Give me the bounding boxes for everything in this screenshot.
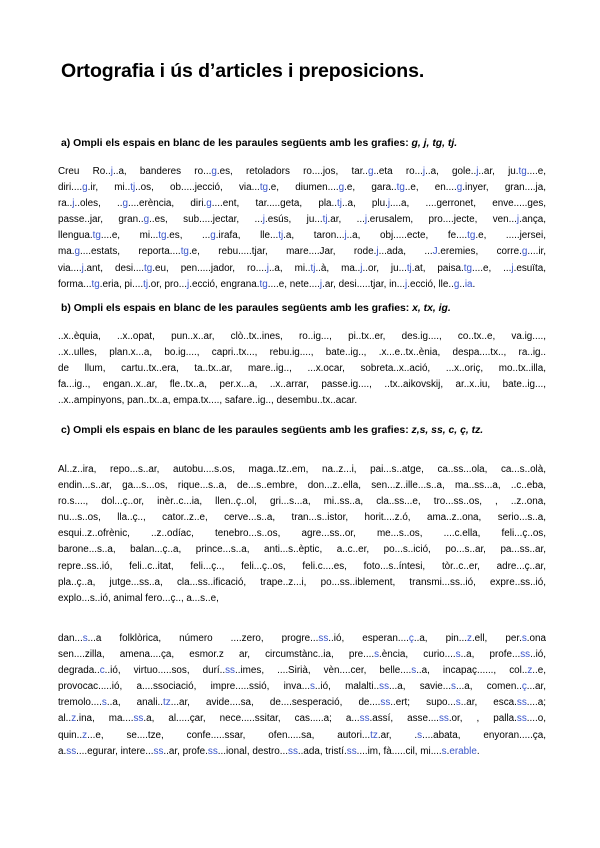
exercise-line: al..z.ina, ma....ss.a, al.....çar, nece.....ssitar, cas.....a; a...ss.assí, asse....ss.or, , palla.ss....o, <box>58 713 546 725</box>
filled-letters: g <box>211 166 217 177</box>
exercise-line: de llum, cartu..tx..era, ta..tx..ar, mare..ig.., ...x.ocar, sobreta..x..ació, ...x..oriç, mo..tx..illa, <box>58 363 546 375</box>
filled-letters: j <box>319 278 323 290</box>
section-c-exercise <box>58 462 546 607</box>
filled-letters: tg <box>518 166 527 177</box>
section-b-heading-letters: x, tx, ig. <box>412 303 451 314</box>
exercise-line: ro.s...., dol...ç..or, inèr..c...ia, llen..ç..ol, gri...s...a, mi..ss..a, cla..ss...e, tro...ss..os, , ..z..ona, <box>58 496 546 508</box>
filled-letters: erable <box>449 745 477 757</box>
filled-letters: g <box>74 246 80 258</box>
filled-letters: j <box>422 166 426 177</box>
filled-letters: tj <box>278 230 284 242</box>
filled-letters: c <box>99 665 105 677</box>
filled-letters: z <box>467 633 472 644</box>
filled-letters: j <box>405 278 408 290</box>
filled-letters: ss <box>346 745 357 757</box>
filled-letters: ss <box>288 745 298 757</box>
section-c-heading-letters: z,s, ss, c, ç, tz. <box>411 425 484 436</box>
filled-letters: s <box>451 681 456 693</box>
filled-letters: g <box>122 198 129 210</box>
filled-letters: tg <box>463 262 473 274</box>
filled-letters: j <box>476 166 479 177</box>
exercise-line: quin..z...e, se....tze, confe.....ssar, ofen.....sa, autori...tz.ar, .s....abata, enyoran.....ça, <box>58 729 546 741</box>
filled-letters: g <box>456 182 463 194</box>
filled-letters: s <box>455 697 461 709</box>
filled-letters: s <box>101 697 107 709</box>
filled-letters: tj <box>143 278 149 290</box>
filled-letters: s <box>455 649 461 661</box>
filled-letters: ss <box>520 649 531 661</box>
filled-letters: j <box>364 214 368 226</box>
filled-letters: j <box>266 262 269 274</box>
filled-letters: tg <box>396 182 405 194</box>
filled-letters: g <box>338 182 345 194</box>
section-c-heading <box>61 424 561 438</box>
filled-letters: tg <box>92 230 101 242</box>
filled-letters: s <box>417 729 423 741</box>
exercise-line: nu...s..os, lla..ç.., cator..z..e, cerve...s..a, tran...s..istor, horit....z.ó, ama..z..ona, serio...s..a, <box>58 512 546 524</box>
exercise-line: Al..z..ira, repo...s..ar, autobu....s.os, maga..tz..em, na..z...i, pai...s..atge, ca..ss...ola, ca...s..olà, <box>58 464 546 475</box>
filled-letters: g <box>143 214 150 226</box>
filled-letters: tg <box>144 262 153 274</box>
filled-letters: tg <box>259 182 269 194</box>
exercise-line: via....j.ant, desi....tg.eu, pen.....jador, ro....j..a, mi..tj..à, ma..j..or, ju...tj.at, paisa.tg....e, ...j.esuïta, <box>58 262 546 274</box>
filled-letters: ss <box>438 713 449 725</box>
filled-letters: j <box>360 262 363 274</box>
exercise-line: pla..ç..a, jutge...ss..a, cla...ss..ificació, trape..z...i, po...ss..iblement, transmi...ss..ió, expre..ss..ió, <box>58 576 546 588</box>
filled-letters: z <box>527 665 533 677</box>
filled-letters: ç <box>521 681 527 693</box>
filled-letters: j <box>187 278 190 290</box>
filled-letters: tj <box>130 182 136 194</box>
filled-letters: tj <box>337 198 342 210</box>
filled-letters: tg <box>158 230 167 242</box>
filled-letters: ss <box>516 713 527 725</box>
exercise-line: tremolo....s..a, anali..tz...ar, avide....sa, de....sesperació, de....ss..ert; supo...s..ar, esca.ss....a; <box>58 697 546 709</box>
section-a-heading <box>61 137 561 151</box>
filled-letters: ss <box>207 745 218 757</box>
exercise-line: passe..jar, gran..g..es, sub.....jectar, ...j.esús, ju...tj.ar, ...j.erusalem, pro....jecte, ven...j.ança, <box>58 214 547 226</box>
section-a-exercise <box>58 164 546 293</box>
filled-letters: j <box>344 230 347 242</box>
filled-letters: ç <box>408 633 414 644</box>
filled-letters: ia <box>464 278 473 290</box>
filled-letters: tz <box>163 697 171 709</box>
section-a-heading-text: a) Ompli els espais en blanc de les paraules següents amb les grafies: <box>61 138 412 149</box>
filled-letters: tj <box>406 262 412 274</box>
exercise-line: a.ss....egurar, intere...ss..ar, profe.ss...ional, destro...ss..ada, tristí.ss....im, fà.....cil, mi....s.erable. <box>58 745 480 757</box>
filled-letters: tg <box>259 278 268 290</box>
filled-letters: ss <box>380 697 391 709</box>
exercise-line: ra..j..oles, ..g....erència, diri.g....ent, tar.....geta, pla..tj..a, plu.j....a, ....gerronet, enve.....ges, <box>58 198 547 210</box>
filled-letters: g <box>521 246 528 258</box>
filled-letters: z <box>82 729 88 741</box>
filled-letters: j <box>387 198 391 210</box>
exercise-line: diri....g.ir, mi..tj..os, ob.....jecció, via...tg.e, diumen....g.e, gara..tg..e, en....g.inyer, gran....ja, <box>58 182 546 194</box>
exercise-line: ..x..ulles, plan.x...a, bo.ig...., capri..tx..., rebu.ig...., bate..ig.., .x...e..tx..ènia, despa....tx.., ra..ig.. <box>58 347 546 359</box>
exercise-line: forma...tg.eria, pi....tj.or, pro...j.ecció, engrana.tg....e, nete....j.ar, desi.....tjar, in...j.ecció, lle..g..ia. <box>58 278 476 290</box>
filled-letters: s <box>441 745 447 757</box>
exercise-line: esqui..z..ofrènic, ..z..odíac, tenebro...s..os, agre...ss..or, me...s..os, ....c.ella, feli...ç..os, <box>58 528 546 540</box>
exercise-line: explo...s..ió, animal fero...ç.., a...s..e, <box>58 592 219 604</box>
filled-letters: tj <box>322 214 328 226</box>
filled-letters: ss <box>133 713 144 725</box>
exercise-line: ..x..ampinyons, pan..tx..a, empa.tx...., safare..ig.., desembu..tx..acar. <box>58 395 358 407</box>
filled-letters: j <box>376 246 379 258</box>
filled-letters: tz <box>370 729 378 741</box>
filled-letters: j <box>72 198 75 210</box>
filled-letters: z <box>71 713 77 725</box>
section-c-exercise-part-2 <box>58 631 546 760</box>
filled-letters: g <box>367 166 374 177</box>
exercise-line: dan...s...a folklòrica, número ....zero, progre...ss..ió, esperan....ç..a, pin...z.ell, per.s.ona <box>58 633 546 644</box>
filled-letters: ss <box>153 745 164 757</box>
exercise-line: ma.g....estats, reporta....tg.e, rebu.....tjar, mare....Jar, rode.j...ada, ...J.eremies, corre.g....ir, <box>58 246 546 258</box>
filled-letters: tg <box>180 246 189 258</box>
exercise-line: degrada..c..ió, virtuo.....sos, durí..ss..imes, ....Sirià, vèn....cer, belle....s..a, incapaç......, col..z..e, <box>58 665 546 677</box>
filled-letters: ss <box>318 633 329 644</box>
filled-letters: s <box>82 633 88 644</box>
exercise-line: fa...ig.., engan..x..ar, fle..tx..a, per.x...a, ..x..arrar, passe.ig...., ..tx..aikovskij, ar..x..iu, bate..ig..., <box>58 379 546 391</box>
filled-letters: g <box>453 278 460 290</box>
section-b-heading-text: b) Ompli els espais en blanc de les paraules següents amb les grafies: <box>61 303 413 314</box>
filled-letters: ss <box>225 665 235 677</box>
filled-letters: g <box>210 230 216 242</box>
exercise-line: repre..ss..ió, feli..c..itat, feli...ç.., feli...ç..os, feli.c....es, foto...s..íntesi, tòr..c..er, adre...ç..ar, <box>58 560 546 572</box>
exercise-line: barone...s..a, balan...ç..a, prince...s..a, anti...s..èptic, a..c..er, po...s..ició, po...s..ar, pa...ss..ar, <box>58 544 546 556</box>
exercise-line: llengua.tg....e, mi...tg.es, ...g.irafa, lle...tj.a, taron...j..a, obj.....ecte, fe....tg.e, .....jersei, <box>58 230 546 242</box>
filled-letters: s <box>521 633 527 644</box>
filled-letters: j <box>511 262 514 274</box>
filled-letters: tg <box>467 230 476 242</box>
page-title: Ortografia i ús d’articles i preposicions. <box>61 60 425 82</box>
filled-letters: s <box>411 665 417 677</box>
exercise-line: endin...s..ar, ga...s...os, rique...s..a, de...s..embre, don...z..ella, sen...z..ille...s..a, ma..ss...a, ..c..eba, <box>58 480 546 492</box>
exercise-line: ..x..èquia, ..x..opat, pun..x..ar, clò..tx..ines, ro..ig..., pi..tx..er, des.ig...., co..tx..e, va.ig...., <box>58 331 546 342</box>
filled-letters: g <box>206 198 212 210</box>
section-b-heading <box>61 302 561 316</box>
filled-letters: tj <box>310 262 316 274</box>
filled-letters: tg <box>91 278 100 290</box>
filled-letters: ss <box>66 745 77 757</box>
filled-letters: J <box>432 246 438 258</box>
exercise-line: provocac.....ió, a....ssociació, impre.....ssió, inva...s..ió, malalti..ss...a, savie...s...a, comen..ç...ar, <box>58 681 546 693</box>
filled-letters: j <box>110 166 113 177</box>
filled-letters: g <box>82 182 88 194</box>
filled-letters: j <box>262 214 265 226</box>
filled-letters: ss <box>379 681 389 693</box>
section-a-heading-letters: g, j, tg, tj. <box>411 138 458 149</box>
filled-letters: ss <box>359 713 370 725</box>
filled-letters: j <box>81 262 84 274</box>
exercise-line: Creu Ro..j..a, banderes ro...g.es, retoladors ro....jos, tar..g..eta ro...j..a, gole..j..ar, ju.tg....e, <box>58 166 546 177</box>
exercise-line: sen....zilla, amena....ça, esmor.z ar, circumstànc..ia, pre....s.ència, curio....s..a, profe...ss..ió, <box>58 649 546 661</box>
filled-letters: ss <box>516 697 527 709</box>
filled-letters: s <box>309 681 315 693</box>
filled-letters: j <box>516 214 520 226</box>
section-c-heading-text: c) Ompli els espais en blanc de les paraules següents amb les grafies: <box>61 425 412 436</box>
filled-letters: s <box>374 649 380 661</box>
section-b-exercise <box>58 329 546 409</box>
